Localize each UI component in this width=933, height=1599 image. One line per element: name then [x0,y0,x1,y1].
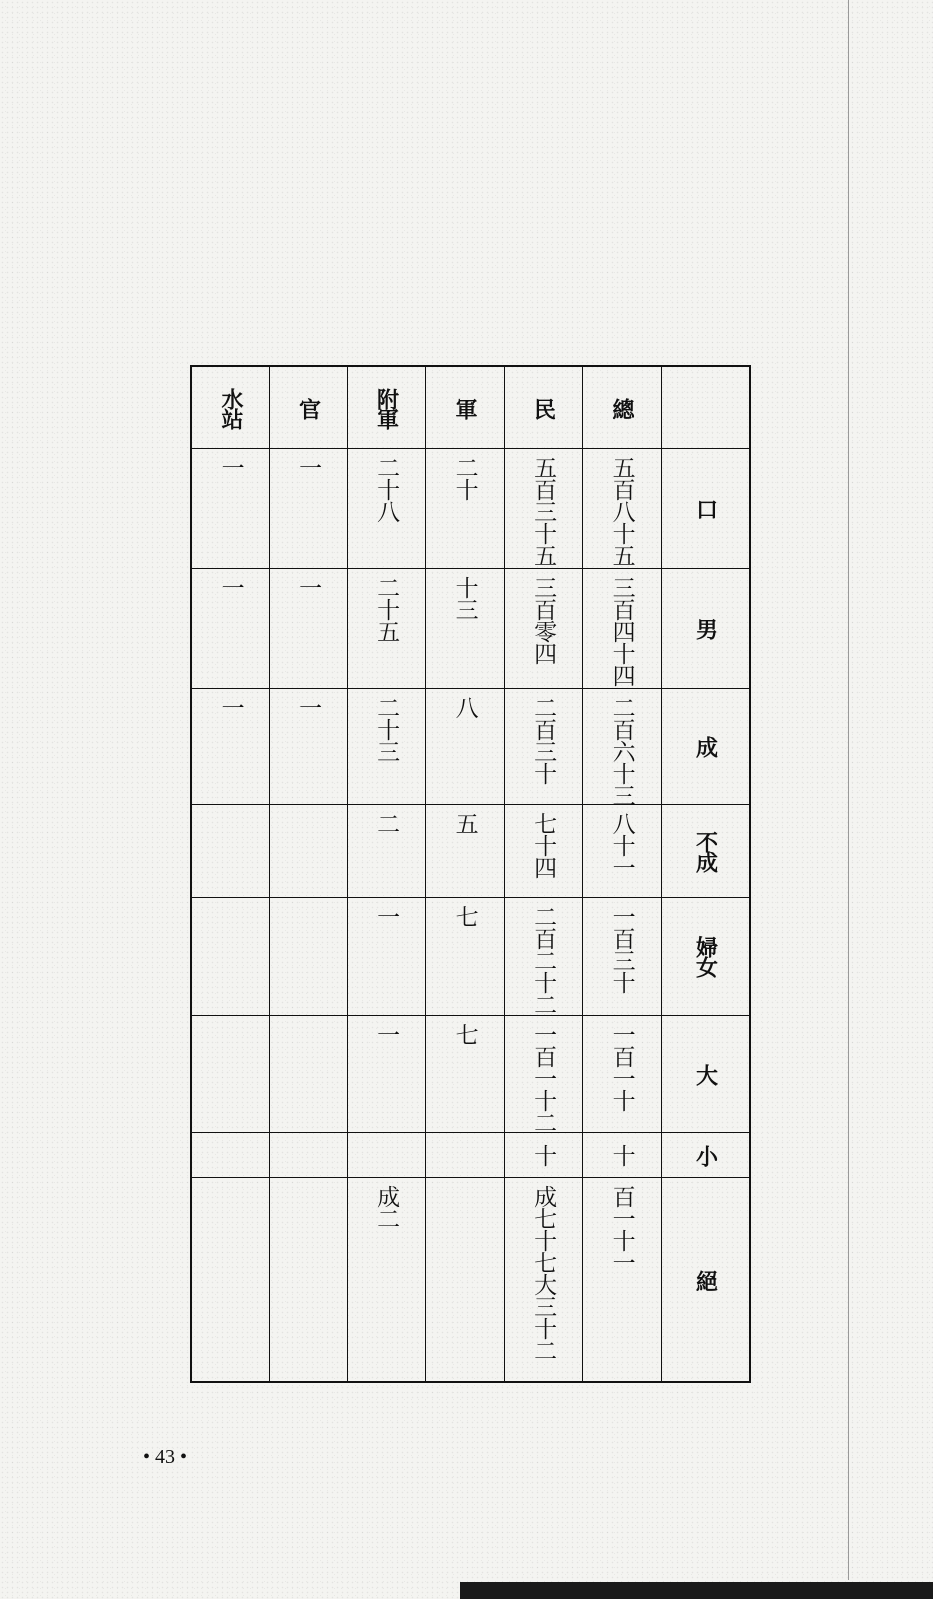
table-value: 一 [295,696,322,718]
table-value-cell [582,448,661,568]
table-value-cell [425,804,504,897]
column-header-cell [347,367,425,448]
table-value: 五百八十五 [608,456,635,566]
table-value-cell [347,1015,425,1132]
table-value: 二十三 [373,696,400,762]
row-label-cell [661,897,749,1015]
table-value: 一百三十 [608,905,635,993]
table-value: 二百二十二 [530,905,557,1015]
table-value-cell [425,897,504,1015]
table-value: 七 [451,1023,478,1045]
row-label: 婦女 [692,936,719,976]
table-value: 一 [373,905,400,927]
table-value-cell [582,1177,661,1382]
table-value-cell [347,688,425,804]
table-value: 一 [373,1023,400,1045]
row-label: 男 [692,618,719,638]
row-label: 大 [692,1063,719,1084]
row-label: 成 [692,736,719,756]
table-value-cell [504,897,582,1015]
table-value-cell [269,448,347,568]
scan-edge-strip [460,1582,933,1599]
table-value-cell [269,568,347,688]
table-value: 二百三十 [530,696,557,784]
column-header-cell [192,367,269,448]
table-value-cell [582,1015,661,1132]
table-value-cell [504,1015,582,1132]
row-label: 小 [692,1144,719,1165]
column-header: 總 [609,397,636,418]
table-value: 五百三十五 [530,456,557,566]
census-table [190,365,751,1383]
table-value: 五 [451,812,478,834]
table-value: 八 [451,696,478,718]
table-value: 成二 [373,1185,400,1229]
table-value: 一百一十二 [530,1023,557,1133]
table-value: 一 [217,576,244,598]
table-value-cell [582,1132,661,1177]
table-value-cell [347,1177,425,1382]
row-label-cell [661,804,749,897]
table-value: 百一十一 [608,1185,635,1273]
row-label: 不成 [692,830,719,871]
table-value: 七十四 [530,812,557,878]
column-header-cell [504,367,582,448]
page-number: • 43 • [143,1446,188,1468]
table-value-cell [347,804,425,897]
row-label-cell [661,1177,749,1382]
table-value: 三百零四 [530,576,557,664]
column-header: 水站 [218,387,245,428]
row-label-cell [661,568,749,688]
table-value: 二百六十三 [608,696,635,806]
column-header-cell [582,367,661,448]
table-value: 二十 [451,456,478,500]
table-value: 一 [217,456,244,478]
table-value-cell [347,448,425,568]
table-value-cell [504,448,582,568]
table-value: 七 [451,905,478,927]
table-value: 一百一十 [608,1023,635,1111]
row-label-cell [661,688,749,804]
table-value: 一 [217,696,244,718]
table-value-cell [504,804,582,897]
table-value-cell [269,688,347,804]
table-value-cell [425,1015,504,1132]
table-value-cell [504,1177,582,1382]
table-value-cell [425,448,504,568]
row-label-cell [661,1015,749,1132]
table-value-cell [504,1132,582,1177]
column-header: 附軍 [373,387,400,428]
table-value-cell [192,568,269,688]
table-value: 一 [295,576,322,598]
table-value: 十三 [451,576,478,620]
table-value: 十 [530,1143,557,1166]
table-value-cell [582,688,661,804]
table-value-cell [582,897,661,1015]
row-label-cell [661,448,749,568]
table-value-cell [582,568,661,688]
column-header-cell [425,367,504,448]
column-header: 軍 [452,397,479,418]
column-header: 官 [295,397,322,418]
row-label: 絕 [692,1269,719,1290]
table-value: 一 [295,456,322,478]
column-header: 民 [530,397,557,418]
row-label-cell [661,1132,749,1177]
table-value: 二十八 [373,456,400,522]
table-value-cell [582,804,661,897]
table-value: 二十五 [373,576,400,642]
table-value: 三百四十四 [608,576,635,686]
row-label: 口 [692,498,719,518]
table-value: 成七十七大三十二 [530,1185,557,1361]
table-value-cell [347,897,425,1015]
table-value: 二 [373,812,400,834]
table-value-cell [347,568,425,688]
table-value-cell [192,688,269,804]
table-value-cell [192,448,269,568]
table-value-cell [425,568,504,688]
table-value-cell [425,688,504,804]
column-header-cell [269,367,347,448]
table-value: 八十一 [608,812,635,878]
table-value: 十 [608,1143,635,1166]
page-margin-line [848,0,849,1580]
table-value-cell [504,568,582,688]
table-value-cell [504,688,582,804]
